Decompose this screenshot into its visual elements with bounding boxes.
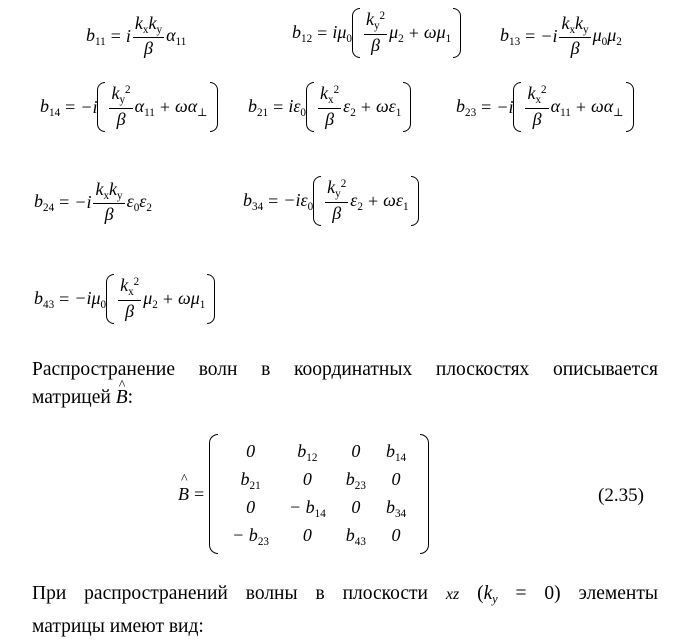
- equation-b14: $b_{14}$ = −i $\frac{k_y^2}{\beta}$ $\alpha_{11}$ + $\omega\alpha_\perp$: [40, 82, 218, 132]
- equation-b24: $b_{24}$ = −i $\frac{k_xk_y}{\beta}$ $\varepsilon_0\varepsilon_2$: [34, 179, 152, 225]
- matrix-row: [222, 522, 416, 550]
- matrix-cell: 0: [351, 440, 361, 461]
- matrix-cell: 0: [391, 468, 401, 489]
- equation-b11: $b_{11}$ = i $\frac{k_xk_y}{\beta}$ $\alpha_{11}$: [86, 13, 187, 59]
- matrix-cell: 0: [246, 496, 256, 517]
- matrix-cell: − $b_{23}$: [232, 524, 269, 548]
- matrix-row: [222, 438, 416, 466]
- equation-b21: $b_{21}$ = $i\varepsilon_0$ $\frac{k_x^2}{\beta}$ $\varepsilon_2$ + $\omega\varepsilon_1$: [248, 82, 411, 132]
- matrix-cell: 0: [302, 524, 312, 545]
- paragraph2-line-1: При распространений волны в плоскости xz $(k_y = 0)$ элементы: [32, 583, 658, 607]
- matrix-body: [222, 438, 416, 550]
- matrix-cell: $b_{12}$: [297, 440, 318, 464]
- paragraph-line-1: Распространение волн в координатных плоскостях описывается: [32, 359, 658, 380]
- matrix-row: [222, 466, 416, 494]
- paragraph-propagation: [32, 356, 658, 412]
- matrix-cell: 0: [302, 468, 312, 489]
- equation-b12: $b_{12}$ = $i\mu_0$ $\frac{k_y^2}{\beta}$ $\mu_2$ + $\omega\mu_1$: [292, 8, 461, 58]
- matrix-cell: − $b_{14}$: [288, 496, 326, 520]
- equation-b43: $b_{43}$ = $-i\mu_0$ $\frac{k_x^2}{\beta}$ $\mu_2$ + $\omega\mu_1$: [34, 274, 215, 324]
- matrix-equation: ^ B = 0 $b_{12}$ 0 $b_{14}$ $b_{21}$ 0 $b_{23}$ 0 0 − $b_{14}$ 0 $b_{34}$ − $b_{23}$ 0 $b_{43}$ 0: [178, 434, 429, 554]
- matrix-cell: 0: [391, 524, 401, 545]
- matrix-left-bracket: [209, 434, 218, 554]
- matrix-lhs: ^ B: [178, 484, 189, 505]
- equation-b13: $b_{13}$ = −i $\frac{k_xk_y}{\beta}$ $\mu_0\mu_2$: [500, 13, 622, 59]
- matrix-cell: $b_{43}$: [345, 524, 366, 548]
- matrix-cell: $b_{21}$: [240, 468, 261, 492]
- matrix-cell: 0: [246, 440, 256, 461]
- matrix-right-bracket: [420, 434, 429, 554]
- matrix-b-hat-symbol: ^ B: [116, 384, 128, 412]
- equation-b34: $b_{34}$ = $-i\varepsilon_0$ $\frac{k_y^2}{\beta}$ $\varepsilon_2$ + $\omega\varepsilon_1$: [243, 176, 419, 226]
- equation-b23: $b_{23}$ = −i $\frac{k_x^2}{\beta}$ $\alpha_{11}$ + $\omega\alpha_\perp$: [456, 82, 634, 132]
- matrix-cell: 0: [351, 496, 361, 517]
- matrix-row: [222, 494, 416, 522]
- matrix-cell: $b_{34}$: [385, 496, 407, 520]
- matrix-cell: $b_{14}$: [385, 440, 407, 464]
- paragraph-xz-plane: [32, 580, 658, 641]
- paragraph-line-2: матрицей ^ B:: [32, 384, 658, 412]
- matrix-cell: $b_{23}$: [345, 468, 366, 492]
- equation-number: (2.35): [598, 485, 644, 506]
- paragraph2-line-2: матрицы имеют вид:: [32, 616, 204, 638]
